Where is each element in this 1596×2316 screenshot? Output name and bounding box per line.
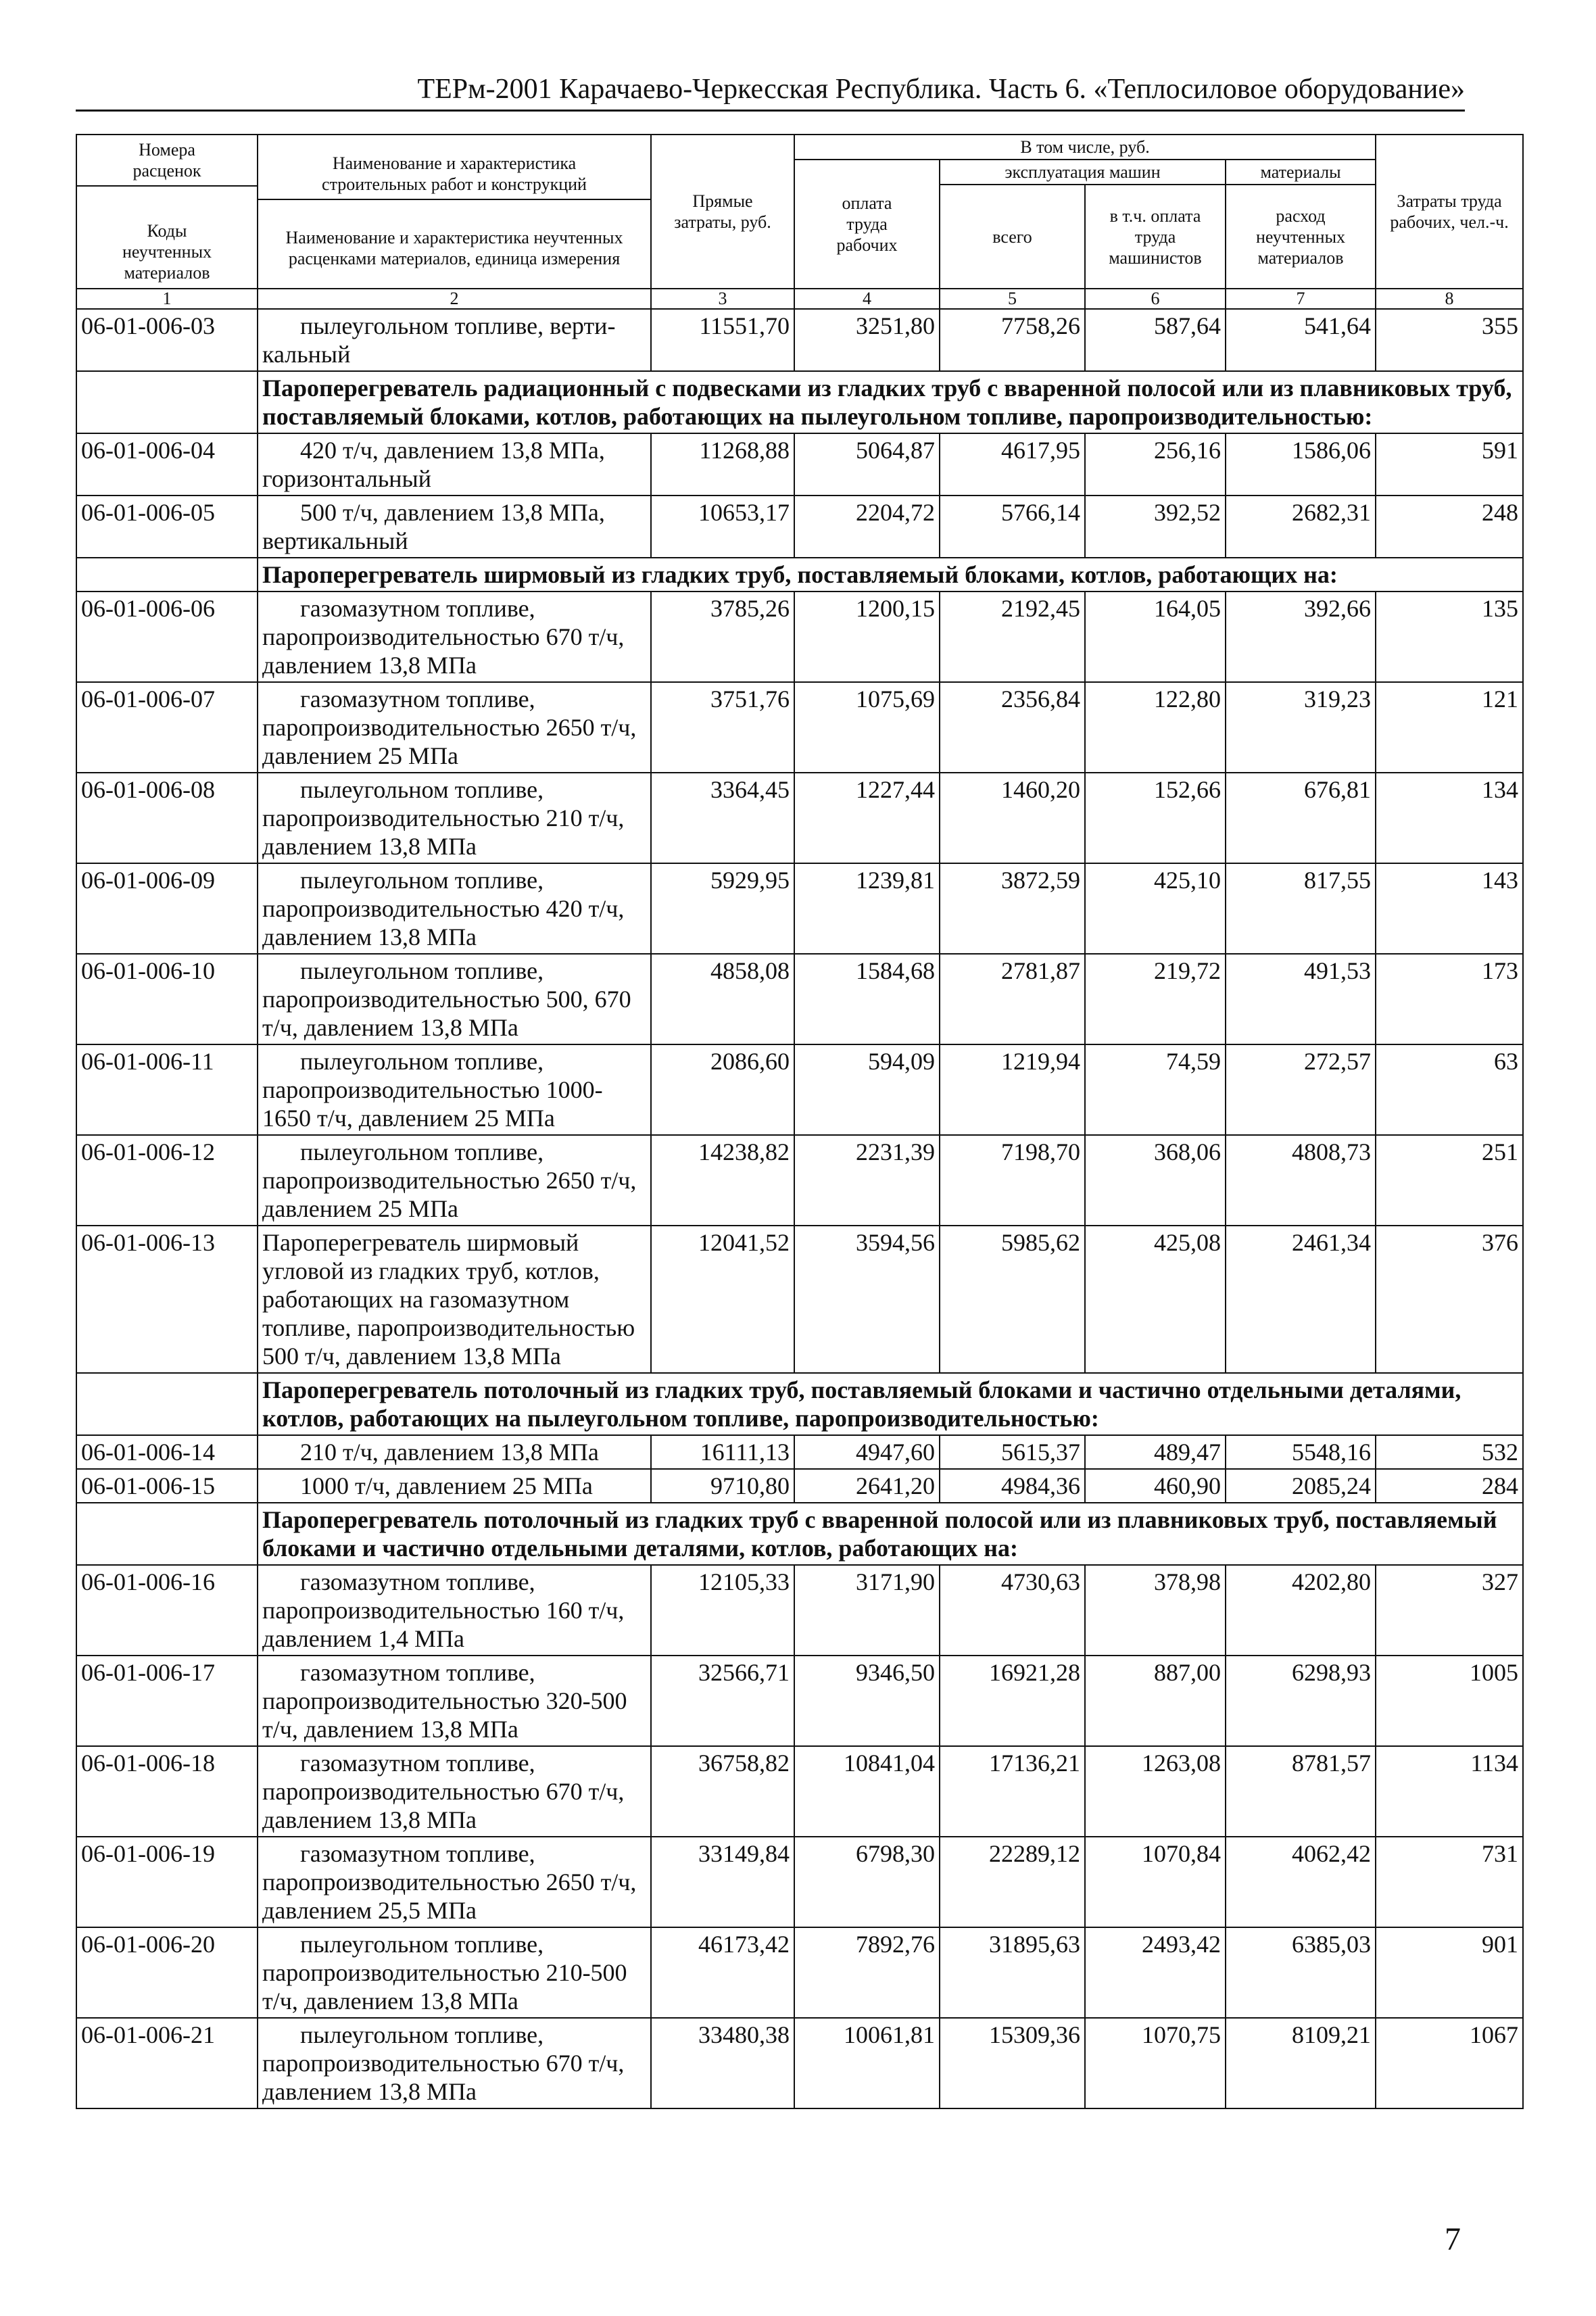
rate-code: 06-01-006-05: [76, 496, 258, 558]
materials-cost: 2461,34: [1226, 1226, 1376, 1373]
materials-cost: 392,66: [1226, 592, 1376, 682]
column-number: 6: [1085, 289, 1226, 309]
machine-operation-total: 4984,36: [940, 1469, 1085, 1503]
description-text: пылеугольном топливе, паропроизводительностью 670 т/ч, давлением 13,8 МПа: [262, 2021, 625, 2105]
section-row: [76, 371, 1523, 433]
description-text: пылеугольном топливе, паропроизводительностью 500, 670 т/ч, давлением 13,8 МПа: [262, 957, 631, 1041]
machinist-labor-pay: 164,05: [1085, 592, 1226, 682]
column-number: 1: [76, 289, 258, 309]
work-description: [258, 773, 651, 863]
work-description: [258, 1746, 651, 1837]
direct-costs: 33149,84: [651, 1837, 794, 1927]
materials-cost: 319,23: [1226, 682, 1376, 773]
machinist-labor-pay: 392,52: [1085, 496, 1226, 558]
rate-code: 06-01-006-12: [76, 1135, 258, 1226]
rate-code: 06-01-006-03: [76, 309, 258, 371]
rate-code: 06-01-006-21: [76, 2018, 258, 2108]
page-title: ТЕРм-2001 Карачаево-Черкесская Республика. Часть 6. «Теплосиловое оборудование»: [417, 74, 1465, 105]
worker-labor-pay: 2641,20: [794, 1469, 940, 1503]
worker-labor-pay: 1075,69: [794, 682, 940, 773]
description-text: газомазутном топливе, паропроизводительностью 160 т/ч, давлением 1,4 МПа: [262, 1568, 625, 1652]
worker-labor-pay: 1200,15: [794, 592, 940, 682]
machinist-labor-pay: 425,10: [1085, 863, 1226, 954]
table-row: [76, 309, 1523, 371]
description-text: пылеугольном топливе, паропроизводительностью 2650 т/ч, давлением 25 МПа: [262, 1138, 637, 1222]
materials-cost: 5548,16: [1226, 1435, 1376, 1469]
rate-code: 06-01-006-17: [76, 1656, 258, 1746]
work-description: Пароперегреватель ширмовый угловой из гладких труб, котлов, работающих на газомазутном топливе, паропроизводительностью 500 т/ч, давлением 13,8 МПа: [258, 1226, 651, 1373]
labor-hours: 327: [1376, 1565, 1523, 1656]
materials-cost: 6385,03: [1226, 1927, 1376, 2018]
table-row: [76, 1746, 1523, 1837]
table-row: [76, 433, 1523, 496]
description-text: 420 т/ч, давлением 13,8 МПа, горизонтальный: [262, 437, 605, 492]
materials-cost: 491,53: [1226, 954, 1376, 1044]
rate-code: 06-01-006-06: [76, 592, 258, 682]
machine-operation-total: 3872,59: [940, 863, 1085, 954]
machine-operation-total: 5615,37: [940, 1435, 1085, 1469]
machine-operation-total: 17136,21: [940, 1746, 1085, 1837]
description-text: 1000 т/ч, давлением 25 МПа: [300, 1472, 593, 1499]
direct-costs: 4858,08: [651, 954, 794, 1044]
header-col2-top: Наименование и характеристика строительных работ и конструкций: [258, 150, 650, 200]
description-text: пылеугольном топливе, паропроизводительностью 1000-1650 т/ч, давлением 25 МПа: [262, 1048, 603, 1132]
column-number: 8: [1376, 289, 1523, 309]
table-row: [76, 863, 1523, 954]
machine-operation-total: 16921,28: [940, 1656, 1085, 1746]
labor-hours: 143: [1376, 863, 1523, 954]
direct-costs: 3364,45: [651, 773, 794, 863]
materials-cost: 4062,42: [1226, 1837, 1376, 1927]
work-description: [258, 309, 651, 371]
column-number: 2: [258, 289, 651, 309]
rate-code: 06-01-006-20: [76, 1927, 258, 2018]
rate-code: 06-01-006-08: [76, 773, 258, 863]
header-col2: [258, 135, 651, 289]
materials-cost: 6298,93: [1226, 1656, 1376, 1746]
machine-operation-total: 4617,95: [940, 433, 1085, 496]
description-text: пылеугольном топливе, паропроизводительностью 210 т/ч, давлением 13,8 МПа: [262, 776, 625, 860]
table-row: [76, 2018, 1523, 2108]
rate-code: 06-01-006-07: [76, 682, 258, 773]
worker-labor-pay: 5064,87: [794, 433, 940, 496]
rate-code: 06-01-006-18: [76, 1746, 258, 1837]
header-machines-group: эксплуатация машин: [940, 160, 1226, 185]
machine-operation-total: 31895,63: [940, 1927, 1085, 2018]
machine-operation-total: 5985,62: [940, 1226, 1085, 1373]
column-number: 4: [794, 289, 940, 309]
worker-labor-pay: 9346,50: [794, 1656, 940, 1746]
direct-costs: 32566,71: [651, 1656, 794, 1746]
machinist-labor-pay: 74,59: [1085, 1044, 1226, 1135]
description-text: пылеугольном топливе, верти-кальный: [262, 312, 616, 368]
rate-code: 06-01-006-09: [76, 863, 258, 954]
machinist-labor-pay: 122,80: [1085, 682, 1226, 773]
materials-cost: 8781,57: [1226, 1746, 1376, 1837]
table-header: [76, 135, 1523, 309]
work-description: [258, 1927, 651, 2018]
direct-costs: 36758,82: [651, 1746, 794, 1837]
worker-labor-pay: 6798,30: [794, 1837, 940, 1927]
labor-hours: 731: [1376, 1837, 1523, 1927]
rate-code: 06-01-006-15: [76, 1469, 258, 1503]
work-description: [258, 1565, 651, 1656]
work-description: [258, 682, 651, 773]
table-row: [76, 1656, 1523, 1746]
table-row: [76, 682, 1523, 773]
table-row: [76, 1135, 1523, 1226]
machinist-labor-pay: 887,00: [1085, 1656, 1226, 1746]
header-col7: расход неучтенных материалов: [1226, 185, 1376, 289]
machine-operation-total: 7198,70: [940, 1135, 1085, 1226]
labor-hours: 251: [1376, 1135, 1523, 1226]
table-row: [76, 1565, 1523, 1656]
table-row: [76, 1837, 1523, 1927]
table-row: [76, 1469, 1523, 1503]
work-description: [258, 863, 651, 954]
header-col4: оплата труда рабочих: [794, 160, 940, 289]
labor-hours: 121: [1376, 682, 1523, 773]
table-row: [76, 954, 1523, 1044]
section-heading: Пароперегреватель радиационный с подвесками из гладких труб с вваренной полосой или из плавниковых труб, поставляемый блоками, котлов, работающих на пылеугольном топливе, паропроизводительностью:: [258, 371, 1523, 433]
work-description: [258, 2018, 651, 2108]
page-header: [76, 68, 1465, 112]
materials-cost: 272,57: [1226, 1044, 1376, 1135]
machinist-labor-pay: 378,98: [1085, 1565, 1226, 1656]
rate-code: 06-01-006-10: [76, 954, 258, 1044]
direct-costs: 46173,42: [651, 1927, 794, 2018]
materials-cost: 2085,24: [1226, 1469, 1376, 1503]
work-description: [258, 1837, 651, 1927]
direct-costs: 3785,26: [651, 592, 794, 682]
labor-hours: 284: [1376, 1469, 1523, 1503]
labor-hours: 901: [1376, 1927, 1523, 2018]
section-heading: Пароперегреватель потолочный из гладких труб с вваренной полосой или из плавниковых труб, поставляемый блоками и частично отдельными деталями, котлов, работающих на:: [258, 1503, 1523, 1565]
section-heading: Пароперегреватель ширмовый из гладких труб, поставляемый блоками, котлов, работающих на:: [258, 558, 1523, 592]
direct-costs: 12041,52: [651, 1226, 794, 1373]
machine-operation-total: 1219,94: [940, 1044, 1085, 1135]
description-text: пылеугольном топливе, паропроизводительностью 420 т/ч, давлением 13,8 МПа: [262, 867, 625, 950]
header-materials-group: материалы: [1226, 160, 1376, 185]
description-text: газомазутном топливе, паропроизводительностью 2650 т/ч, давлением 25,5 МПа: [262, 1840, 637, 1924]
labor-hours: 376: [1376, 1226, 1523, 1373]
header-col6: в т.ч. оплата труда машинистов: [1085, 185, 1226, 289]
worker-labor-pay: 10841,04: [794, 1746, 940, 1837]
machine-operation-total: 2781,87: [940, 954, 1085, 1044]
materials-cost: 2682,31: [1226, 496, 1376, 558]
header-col1: [76, 135, 258, 289]
rate-code: 06-01-006-14: [76, 1435, 258, 1469]
direct-costs: 2086,60: [651, 1044, 794, 1135]
materials-cost: 817,55: [1226, 863, 1376, 954]
rate-code: 06-01-006-13: [76, 1226, 258, 1373]
direct-costs: 33480,38: [651, 2018, 794, 2108]
work-description: [258, 1469, 651, 1503]
machine-operation-total: 1460,20: [940, 773, 1085, 863]
direct-costs: 3751,76: [651, 682, 794, 773]
direct-costs: 12105,33: [651, 1565, 794, 1656]
machine-operation-total: 15309,36: [940, 2018, 1085, 2108]
section-code-cell: [76, 1373, 258, 1435]
table-row: [76, 1044, 1523, 1135]
column-number: 5: [940, 289, 1085, 309]
labor-hours: 355: [1376, 309, 1523, 371]
description-text: газомазутном топливе, паропроизводительностью 2650 т/ч, давлением 25 МПа: [262, 685, 637, 769]
header-col1-bottom: Коды неучтенных материалов: [122, 220, 212, 283]
section-row: [76, 558, 1523, 592]
direct-costs: 11551,70: [651, 309, 794, 371]
machinist-labor-pay: 256,16: [1085, 433, 1226, 496]
machine-operation-total: 4730,63: [940, 1565, 1085, 1656]
section-code-cell: [76, 371, 258, 433]
work-description: [258, 1435, 651, 1469]
machinist-labor-pay: 1070,84: [1085, 1837, 1226, 1927]
machinist-labor-pay: 1263,08: [1085, 1746, 1226, 1837]
worker-labor-pay: 4947,60: [794, 1435, 940, 1469]
machine-operation-total: 5766,14: [940, 496, 1085, 558]
work-description: [258, 954, 651, 1044]
machine-operation-total: 22289,12: [940, 1837, 1085, 1927]
labor-hours: 134: [1376, 773, 1523, 863]
section-row: [76, 1503, 1523, 1565]
column-number: 3: [651, 289, 794, 309]
materials-cost: 4808,73: [1226, 1135, 1376, 1226]
machine-operation-total: 2192,45: [940, 592, 1085, 682]
labor-hours: 63: [1376, 1044, 1523, 1135]
table-row: [76, 496, 1523, 558]
description-text: 500 т/ч, давлением 13,8 МПа, вертикальный: [262, 499, 605, 554]
column-numbers-row: [76, 289, 1523, 309]
machinist-labor-pay: 1070,75: [1085, 2018, 1226, 2108]
labor-hours: 1134: [1376, 1746, 1523, 1837]
worker-labor-pay: 7892,76: [794, 1927, 940, 2018]
work-description: [258, 592, 651, 682]
labor-hours: 591: [1376, 433, 1523, 496]
materials-cost: 1586,06: [1226, 433, 1376, 496]
machine-operation-total: 2356,84: [940, 682, 1085, 773]
header-col5: всего: [940, 185, 1085, 289]
labor-hours: 532: [1376, 1435, 1523, 1469]
work-description: [258, 1135, 651, 1226]
rates-table: [76, 134, 1524, 2109]
table-body: [76, 309, 1523, 2108]
worker-labor-pay: 3594,56: [794, 1226, 940, 1373]
description-text: 210 т/ч, давлением 13,8 МПа: [300, 1439, 599, 1466]
worker-labor-pay: 1239,81: [794, 863, 940, 954]
section-code-cell: [76, 558, 258, 592]
header-col1-top: Номера расценок: [77, 137, 257, 187]
direct-costs: 10653,17: [651, 496, 794, 558]
rate-code: 06-01-006-11: [76, 1044, 258, 1135]
worker-labor-pay: 1584,68: [794, 954, 940, 1044]
rate-code: 06-01-006-04: [76, 433, 258, 496]
table-row: [76, 592, 1523, 682]
description-text: газомазутном топливе, паропроизводительностью 670 т/ч, давлением 13,8 МПа: [262, 595, 625, 679]
table-row: [76, 1435, 1523, 1469]
machinist-labor-pay: 425,08: [1085, 1226, 1226, 1373]
worker-labor-pay: 1227,44: [794, 773, 940, 863]
work-description: [258, 1656, 651, 1746]
machinist-labor-pay: 368,06: [1085, 1135, 1226, 1226]
direct-costs: 5929,95: [651, 863, 794, 954]
worker-labor-pay: 2231,39: [794, 1135, 940, 1226]
direct-costs: 14238,82: [651, 1135, 794, 1226]
direct-costs: 16111,13: [651, 1435, 794, 1469]
labor-hours: 1067: [1376, 2018, 1523, 2108]
page-number: 7: [1445, 2221, 1461, 2257]
direct-costs: 9710,80: [651, 1469, 794, 1503]
work-description: [258, 1044, 651, 1135]
description-text: пылеугольном топливе, паропроизводительностью 210-500 т/ч, давлением 13,8 МПа: [262, 1931, 627, 2015]
worker-labor-pay: 10061,81: [794, 2018, 940, 2108]
materials-cost: 8109,21: [1226, 2018, 1376, 2108]
rate-code: 06-01-006-16: [76, 1565, 258, 1656]
header-col3: Прямые затраты, руб.: [651, 135, 794, 289]
labor-hours: 135: [1376, 592, 1523, 682]
work-description: [258, 496, 651, 558]
worker-labor-pay: 2204,72: [794, 496, 940, 558]
section-row: [76, 1373, 1523, 1435]
labor-hours: 1005: [1376, 1656, 1523, 1746]
labor-hours: 248: [1376, 496, 1523, 558]
table-row: [76, 1927, 1523, 2018]
work-description: [258, 433, 651, 496]
worker-labor-pay: 3171,90: [794, 1565, 940, 1656]
section-code-cell: [76, 1503, 258, 1565]
description-text: газомазутном топливе, паропроизводительностью 670 т/ч, давлением 13,8 МПа: [262, 1750, 625, 1833]
labor-hours: 173: [1376, 954, 1523, 1044]
table-row: [76, 1226, 1523, 1373]
materials-cost: 541,64: [1226, 309, 1376, 371]
section-heading: Пароперегреватель потолочный из гладких труб, поставляемый блоками и частично отдельными деталями, котлов, работающих на пылеугольном топливе, паропроизводительностью:: [258, 1373, 1523, 1435]
machinist-labor-pay: 219,72: [1085, 954, 1226, 1044]
machinist-labor-pay: 489,47: [1085, 1435, 1226, 1469]
machinist-labor-pay: 460,90: [1085, 1469, 1226, 1503]
header-incl-group: В том числе, руб.: [794, 135, 1376, 160]
header-col2-bottom: Наименование и характеристика неучтенных расценками материалов, единица измерения: [285, 228, 623, 268]
direct-costs: 11268,88: [651, 433, 794, 496]
machinist-labor-pay: 587,64: [1085, 309, 1226, 371]
machinist-labor-pay: 152,66: [1085, 773, 1226, 863]
machinist-labor-pay: 2493,42: [1085, 1927, 1226, 2018]
description-text: газомазутном топливе, паропроизводительностью 320-500 т/ч, давлением 13,8 МПа: [262, 1659, 627, 1743]
column-number: 7: [1226, 289, 1376, 309]
header-col8: Затраты труда рабочих, чел.-ч.: [1376, 135, 1523, 289]
worker-labor-pay: 594,09: [794, 1044, 940, 1135]
materials-cost: 676,81: [1226, 773, 1376, 863]
worker-labor-pay: 3251,80: [794, 309, 940, 371]
table-row: [76, 773, 1523, 863]
machine-operation-total: 7758,26: [940, 309, 1085, 371]
materials-cost: 4202,80: [1226, 1565, 1376, 1656]
rate-code: 06-01-006-19: [76, 1837, 258, 1927]
